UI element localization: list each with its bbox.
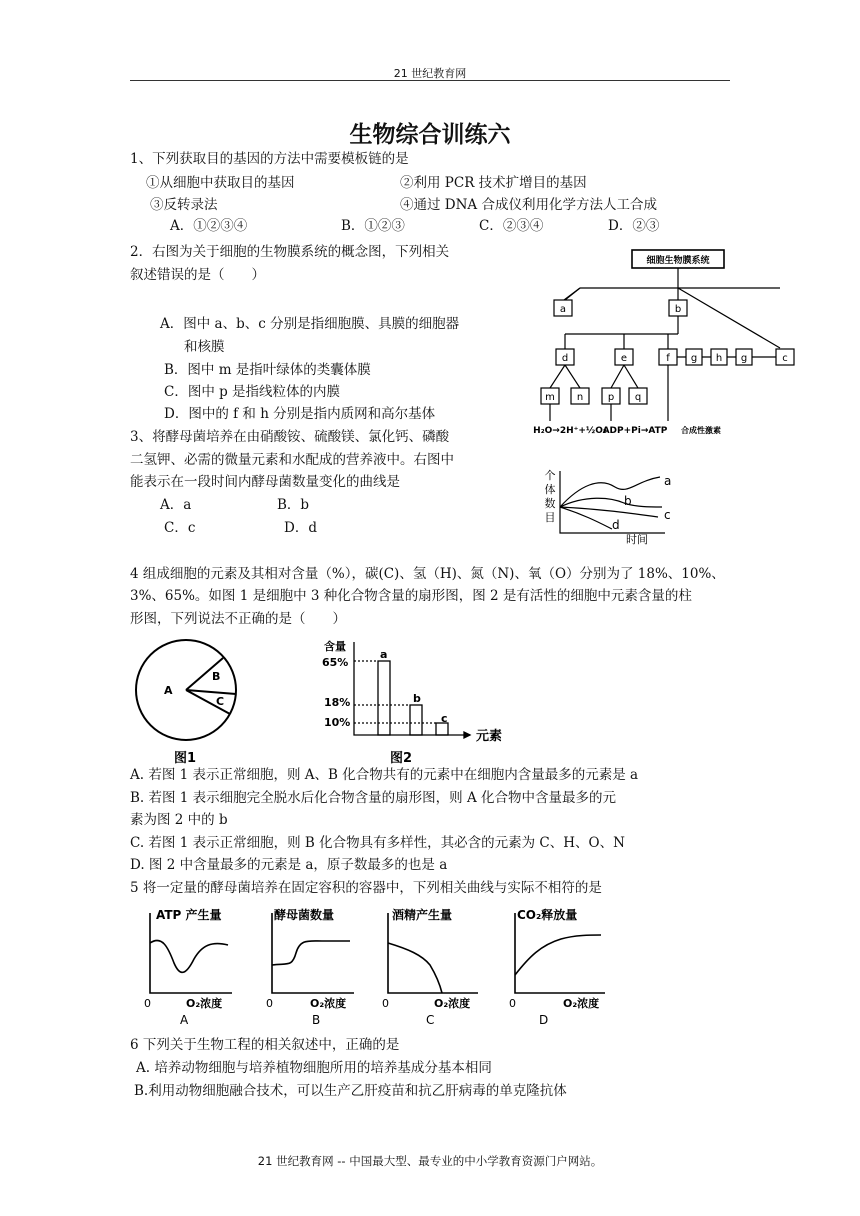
q1-statement-1: ①从细胞中获取目的基因	[146, 175, 295, 191]
q3-option-b: B．b	[277, 497, 310, 513]
node-g1: g	[690, 353, 698, 364]
fig2-xlabel: 元素	[476, 729, 503, 744]
graph-a-letter: A	[180, 1013, 189, 1027]
ylabel-char-2: 体	[544, 483, 556, 496]
fig1-label-b: B	[212, 670, 221, 683]
q4-option-d: D. 图 2 中含量最多的元素是 a，原子数最多的也是 a	[130, 857, 448, 873]
graph-d-ylabel: CO₂释放量	[517, 908, 578, 922]
fig1-pie-chart	[130, 638, 250, 766]
curve-d-label: d	[612, 518, 620, 532]
curve-a	[560, 477, 660, 507]
graph-b-letter: B	[312, 1013, 321, 1027]
node-a: a	[559, 304, 567, 315]
fig2-tick-10: 10%	[324, 716, 351, 729]
fig2-ylabel: 含量	[324, 640, 346, 653]
reaction-1: H₂O→2H⁺+½O₂	[533, 426, 607, 436]
curve-c-label: c	[664, 508, 671, 522]
graph-c-ylabel: 酒精产生量	[392, 908, 453, 922]
graph-b-curve	[272, 941, 350, 965]
node-p: p	[607, 392, 615, 403]
q1-statement-2: ②利用 PCR 技术扩增目的基因	[400, 175, 587, 191]
membrane-concept-diagram	[533, 248, 820, 438]
page-title: 生物综合训练六	[349, 122, 511, 148]
fig1-label-c: C	[216, 695, 225, 708]
q3-stem-line-3: 能表示在一段时间内酵母菌数量变化的曲线是	[130, 474, 400, 490]
page-header: 21 世纪教育网	[393, 67, 467, 80]
xlabel: 时间	[626, 533, 648, 546]
graph-d-origin: 0	[509, 997, 516, 1010]
q2-stem-line-1: 2．右图为关于细胞的生物膜系统的概念图，下列相关	[130, 244, 450, 260]
q2-option-a: A．图中 a、b、c 分别是指细胞膜、具膜的细胞器	[160, 316, 460, 332]
q1-option-d: D．②③	[608, 218, 660, 234]
q4-option-b-cont: 素为图 2 中的 b	[130, 812, 228, 828]
fig1-label-a: A	[164, 684, 173, 697]
q3-stem-line-1: 3、将酵母菌培养在由硝酸铵、硫酸镁、氯化钙、磷酸	[130, 429, 450, 445]
header-rule	[130, 80, 730, 81]
q1-stem: 1、下列获取目的基因的方法中需要模板链的是	[130, 151, 409, 167]
q5-stem: 5 将一定量的酵母菌培养在固定容积的容器中，下列相关曲线与实际不相符的是	[130, 880, 602, 896]
graph-d-xlabel: O₂浓度	[563, 997, 600, 1010]
node-f: f	[666, 353, 670, 364]
q6-stem: 6 下列关于生物工程的相关叙述中，正确的是	[130, 1037, 400, 1053]
graph-c-origin: 0	[382, 997, 389, 1010]
q4-option-b: B. 若图 1 表示细胞完全脱水后化合物含量的扇形图，则 A 化合物中含量最多的元	[130, 790, 617, 806]
q3-option-c: C．c	[164, 520, 196, 536]
q6-option-b: B.利用动物细胞融合技术，可以生产乙肝疫苗和抗乙肝病毒的单克隆抗体	[134, 1083, 567, 1099]
node-m: m	[545, 392, 555, 403]
q1-option-a: A．①②③④	[170, 218, 248, 234]
q1-statement-3: ③反转录法	[150, 197, 218, 213]
q4-option-c: C. 若图 1 表示正常细胞，则 B 化合物具有多样性，其必含的元素为 C、H、O、N	[130, 835, 625, 851]
graph-a-origin: 0	[144, 997, 151, 1010]
q4-option-a: A. 若图 1 表示正常细胞，则 A、B 化合物共有的元素中在细胞内含量最多的元素是 a	[130, 767, 639, 783]
fig1-caption: 图1	[174, 751, 197, 766]
graph-b-origin: 0	[266, 997, 273, 1010]
page-footer: 21 世纪教育网 -- 中国最大型、最专业的中小学教育资源门户网站。	[257, 1154, 603, 1168]
curve-b-label: b	[624, 494, 632, 508]
curve-b	[560, 498, 662, 507]
fig2-bar-b-label: b	[413, 692, 421, 705]
node-q: q	[634, 392, 642, 403]
fig2-tick-65: 65%	[322, 656, 349, 669]
q2-option-c: C．图中 p 是指线粒体的内膜	[164, 384, 341, 400]
graph-d-letter: D	[539, 1013, 549, 1027]
graph-b-xlabel: O₂浓度	[310, 997, 347, 1010]
q1-option-c: C．②③④	[479, 218, 544, 234]
q3-option-a: A．a	[160, 497, 192, 513]
q6-option-a: A. 培养动物细胞与培养植物细胞所用的培养基成分基本相同	[136, 1060, 492, 1076]
graph-b-ylabel: 酵母菌数量	[274, 908, 335, 922]
graph-a-ylabel: ATP 产生量	[156, 908, 222, 922]
fig2-bar-chart	[320, 638, 520, 766]
graph-c-xlabel: O₂浓度	[434, 997, 471, 1010]
q4-stem-line-3: 形图，下列说法不正确的是（ ）	[130, 611, 346, 627]
node-h: h	[715, 353, 723, 364]
fig2-bar-b	[410, 705, 422, 735]
q4-stem-line-2: 3%、65%。如图 1 是细胞中 3 种化合物含量的扇形图，图 2 是有活性的细胞中元素含量的柱	[130, 588, 692, 604]
fig2-tick-18: 18%	[324, 696, 351, 709]
reaction-3: 合成性激素	[681, 426, 721, 435]
node-g2: g	[740, 353, 748, 364]
q5-graph-a	[140, 905, 240, 1027]
fig2-caption: 图2	[390, 751, 413, 766]
graph-a-xlabel: O₂浓度	[186, 997, 223, 1010]
fig2-bar-a-label: a	[380, 648, 388, 661]
q3-stem-line-2: 二氢钾、必需的微量元素和水配成的营养液中。右图中	[130, 452, 454, 468]
reaction-2: ADP+Pi→ATP	[602, 426, 668, 436]
graph-a-curve	[150, 940, 228, 972]
q2-option-a-cont: 和核膜	[184, 339, 225, 355]
curve-a-label: a	[664, 474, 672, 488]
node-b: b	[674, 304, 682, 315]
q5-graph-b	[262, 905, 362, 1027]
node-d: d	[561, 353, 569, 364]
ylabel-char-3: 数	[544, 497, 556, 510]
q2-option-b: B．图中 m 是指叶绿体的类囊体膜	[164, 362, 371, 378]
q5-graph-c	[378, 905, 488, 1027]
node-e: e	[620, 353, 628, 364]
q3-option-d: D．d	[284, 520, 317, 536]
ylabel-char-1: 个	[544, 469, 556, 482]
graph-d-curve	[515, 935, 601, 975]
graph-c-letter: C	[426, 1013, 435, 1027]
q2-stem-line-2: 叙述错误的是（ ）	[130, 267, 265, 283]
graph-c-curve	[388, 943, 442, 993]
q5-graph-d	[505, 905, 615, 1027]
ylabel-char-4: 目	[544, 511, 556, 524]
yeast-count-graph	[540, 467, 680, 547]
diagram-root-label: 细胞生物膜系统	[646, 256, 710, 266]
q4-stem-line-1: 4 组成细胞的元素及其相对含量（%），碳(C)、氢（H)、氮（N)、氧（O）分别为了 18%、10%、	[130, 566, 725, 582]
fig2-bar-a	[378, 661, 390, 735]
fig2-bar-c-label: c	[441, 712, 448, 725]
q2-option-d: D．图中的 f 和 h 分别是指内质网和高尔基体	[164, 406, 436, 422]
node-n: n	[576, 392, 584, 403]
q1-statement-4: ④通过 DNA 合成仪利用化学方法人工合成	[400, 197, 657, 213]
node-c: c	[782, 353, 788, 364]
q1-option-b: B．①②③	[341, 218, 405, 234]
